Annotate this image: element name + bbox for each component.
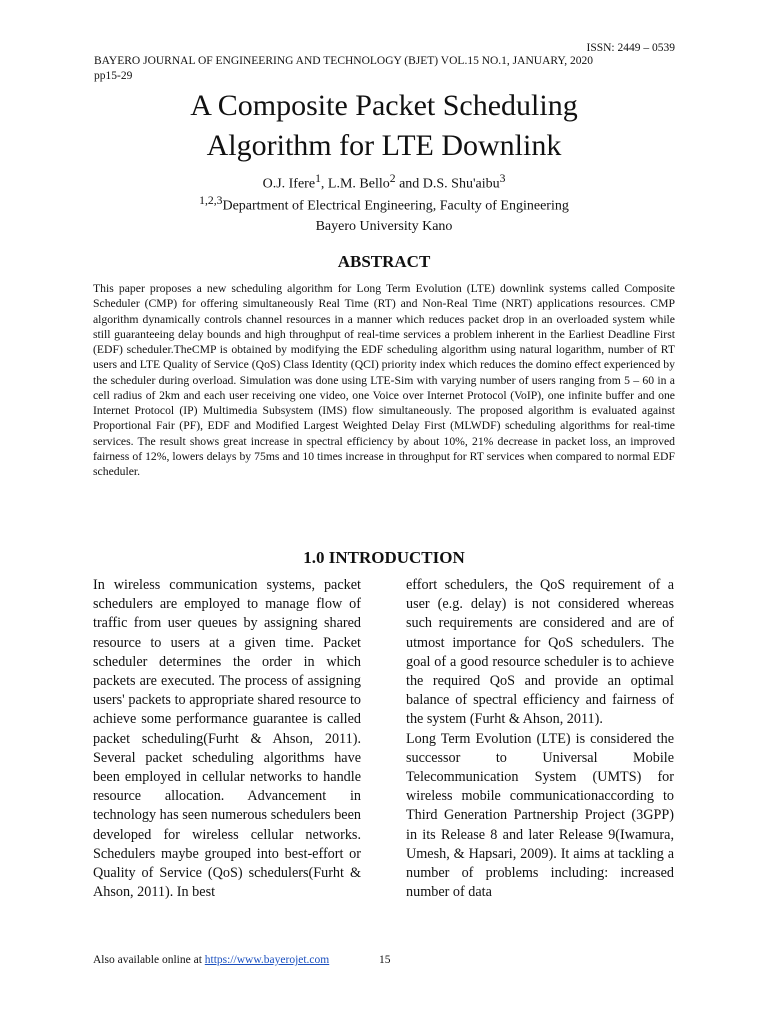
introduction-heading: 1.0 INTRODUCTION [303, 548, 465, 567]
journal-header: BAYERO JOURNAL OF ENGINEERING AND TECHNOLOGY (BJET) VOL.15 NO.1, JANUARY, 2020 [94, 55, 593, 67]
paragraph: In wireless communication systems, packet schedulers are employed to manage flow of traffic from user queues by assigning shared resource to users at a given time. Packet scheduler determines the order in which packets are executed. The process of assigning users' packets to appropriate shared resource to achieve some performance guarantee is called packet scheduling(Furht & Ahson, 2011). Several packet scheduling algorithms have been employed in cellular networks to handle resource allocation. Advancement in technology has seen numerous schedulers been developed for wireless cellular networks. Schedulers maybe grouped into best-effort or Quality of Service (QoS) schedulers(Furht & Ahson, 2011). In best [93, 577, 361, 901]
affiliation-line-2: Bayero University Kano [315, 218, 453, 234]
affiliation-line-1: Department of Electrical Engineering, Faculty of Engineering [222, 198, 569, 214]
body-column-left [93, 576, 361, 902]
author-1: O.J. Ifere [262, 176, 316, 192]
paper-title [0, 86, 768, 166]
author-3: and D.S. Shu'aibu [395, 176, 500, 192]
abstract-heading: ABSTRACT [337, 252, 431, 271]
paragraph: effort schedulers, the QoS requirement of a user (e.g. delay) is not considered whereas such requirements are considered and are of utmost importance for QoS schedulers. The goal of a good resource scheduler is to achieve the required QoS and provide an optimal balance of spectral efficiency and fairness of the system (Furht & Ahson, 2011). [406, 577, 674, 728]
author-2-sup: 2 [389, 172, 396, 185]
affiliation [0, 191, 768, 237]
footer [93, 954, 329, 966]
author-2: , L.M. Bello [320, 176, 390, 192]
page-range: pp15-29 [94, 70, 133, 82]
author-list [0, 172, 768, 193]
page-number: 15 [379, 954, 391, 966]
affiliation-sup: 1,2,3 [199, 194, 223, 207]
author-3-sup: 3 [499, 172, 506, 185]
footer-text: Also available online at [93, 954, 205, 966]
title-line-2: Algorithm for LTE Downlink [206, 129, 562, 162]
paragraph: Long Term Evolution (LTE) is considered the successor to Universal Mobile Telecommunication System (UMTS) for wireless mobile communicationaccording to Third Generation Partnership Project (3GPP) in its Release 8 and later Release 9(Iwamura, Umesh, & Hapsari, 2009). It aims at tackling a number of problems including: increased number of data [406, 730, 674, 901]
body-column-right [406, 576, 674, 902]
author-1-sup: 1 [315, 172, 321, 185]
journal-website-link[interactable]: https://www.bayerojet.com [204, 954, 330, 966]
title-line-1: A Composite Packet Scheduling [190, 89, 578, 122]
issn-number: ISSN: 2449 – 0539 [586, 42, 675, 54]
abstract-text: This paper proposes a new scheduling algorithm for Long Term Evolution (LTE) downlink systems called Composite Scheduler (CMP) for offering simultaneously Real Time (RT) and Non-Real Time (NRT) applications resources. CMP algorithm dynamically controls channel resources in a manner which reduces packet drop in an overloaded system while still guaranteeing delay bounds and high throughput of real-time services a problem inherent in the Earliest Deadline First (EDF) scheduler.TheCMP is obtained by modifying the EDF scheduling algorithm using natural logarithm, number of RT users and LTE Quality of Service (QoS) Class Identity (QCI) priority index which reduces the domino effect experienced by the scheduler during overload. Simulation was done using LTE-Sim with varying number of users ranging from 5 – 60 in a cell radius of 2km and each user receiving one video, one Voice over Internet Protocol (VoIP), one infinite buffer and one Internet Protocol (IP) Multimedia Subsystem (IMS) flow simultaneously. The proposed algorithm is evaluated against Proportional Fair (PF), EDF and Modified Largest Weighted Delay First (MLWDF) scheduling algorithms for real-time services. The result shows great increase in spectral efficiency by about 10%, 21% decrease in packet loss, an improved fairness of 12%, lowers delays by 75ms and 10 times increase in throughput for RT services when compared to normal EDF scheduler. [93, 282, 675, 478]
